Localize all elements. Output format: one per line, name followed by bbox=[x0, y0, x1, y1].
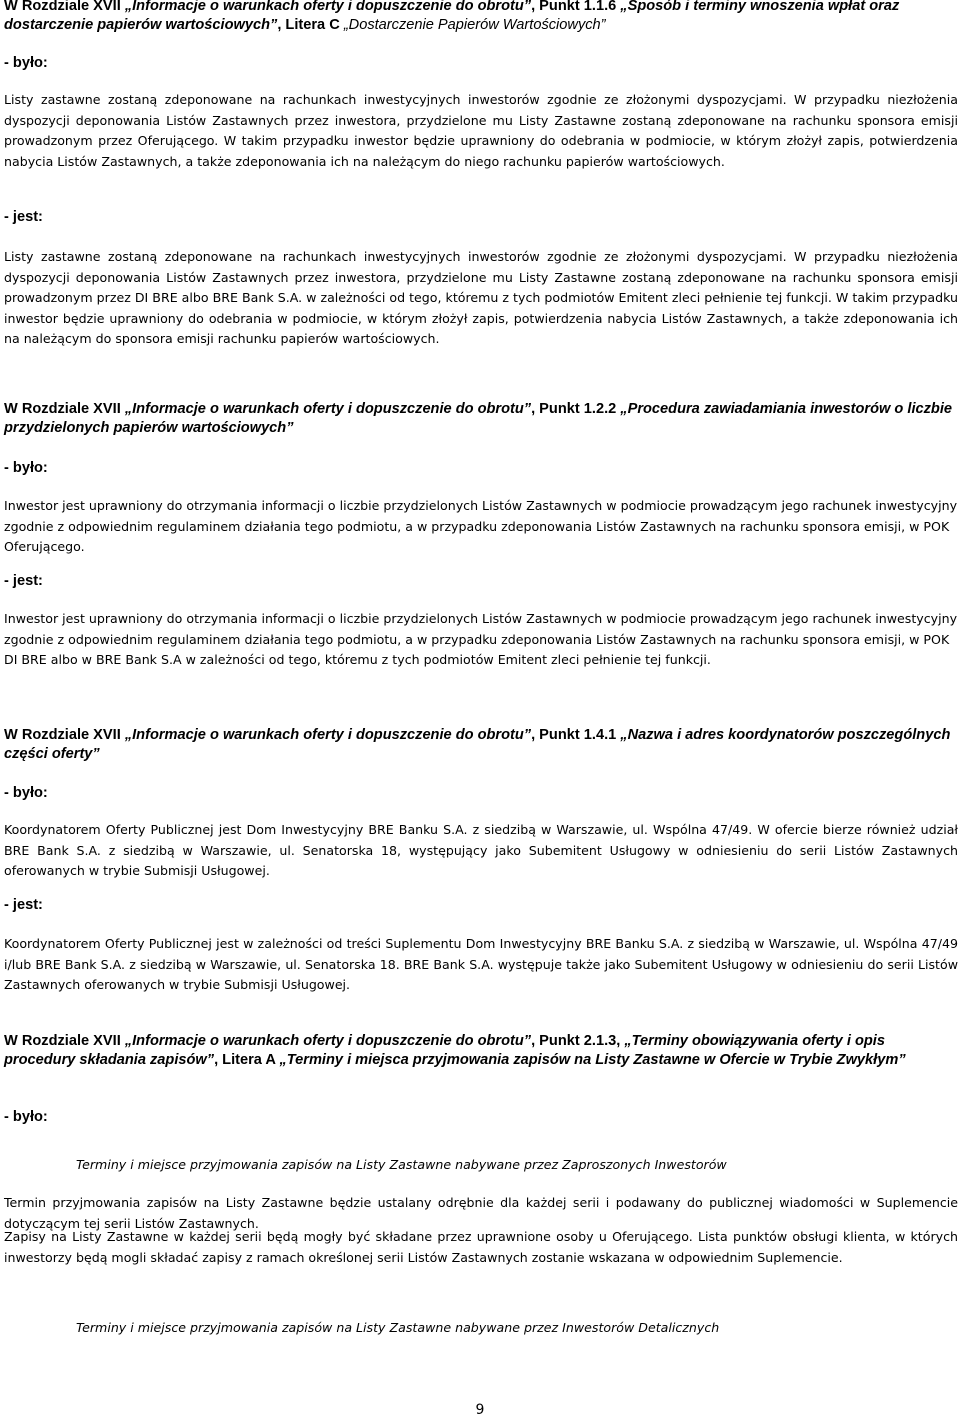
section1-bylo-text: Listy zastawne zostaną zdeponowane na rachunkach inwestycyjnych inwestorów zgodnie ze złożonymi dyspozycjami. W przypadku niezłożenia dyspozycji deponowania Listów Zastawnych przez inwestora, przydzielone mu Listy Zastawne zostaną zdeponowane na rachunku sponsora emisji prowadzonym przez Oferującego. W takim przypadku inwestor będzie uprawniony do odebrania w podmiocie, w którym złożył zapis, potwierdzenia nabycia Listów Zastawnych, a także zdeponowania ich na należącym do niego rachunku papierów wartościowych. bbox=[4, 92, 958, 169]
section4-para1: Termin przyjmowania zapisów na Listy Zastawne będzie ustalany odrębnie dla każdej serii i podawany do publicznej wiadomości w Suplemencie dotyczącym tej serii Listów Zastawnych. bbox=[4, 1195, 958, 1231]
section2-heading: W Rozdziale XVII „Informacje o warunkach oferty i dopuszczenie do obrotu”, Punkt 1.2.2 „Procedura zawiadamiania inwestorów o liczbie przydzielonych papierów wartościowych” bbox=[4, 401, 952, 436]
section3-bylo-label: - było: bbox=[4, 785, 48, 801]
section1-heading: W Rozdziale XVII „Informacje o warunkach oferty i dopuszczenie do obrotu”, Punkt 1.1.6 „Sposób i terminy wnoszenia wpłat oraz dostarczenie papierów wartościowych”, Litera C „Dostarczenie Papierów Wartościowych” bbox=[4, 0, 900, 33]
section1-jest-label: - jest: bbox=[4, 209, 43, 225]
section2-bylo-text: Inwestor jest uprawniony do otrzymania informacji o liczbie przydzielonych Listów Zastawnych w podmiocie prowadzącym jego rachunek inwestycyjny zgodnie z odpowiednim regulaminem działania tego podmiotu, a w przypadku zdeponowania Listów Zastawnych na rachunku sponsora emisji, w POK Oferującego. bbox=[4, 498, 958, 555]
section3-jest-label: - jest: bbox=[4, 897, 43, 913]
section4-para2: Zapisy na Listy Zastawne w każdej serii będą mogły być składane przez uprawnione osoby u Oferującego. Lista punktów obsługi klienta, w których inwestorzy będą mogli składać zapisy z ramach określonej serii Listów Zastawnych zostanie wskazana w odpowiednim Suplemencie. bbox=[4, 1229, 958, 1265]
section4-bylo-label: - było: bbox=[4, 1109, 48, 1125]
section1-bylo-label: - było: bbox=[4, 55, 48, 71]
section3-jest-text: Koordynatorem Oferty Publicznej jest w zależności od treści Suplementu Dom Inwestycyjny BRE Banku S.A. z siedzibą w Warszawie, ul. Wspólna 47/49 i/lub BRE Bank S.A. z siedzibą w Warszawie, ul. Senatorska 18. BRE Bank S.A. występuje także jako Subemitent Usługowy w odniesieniu do serii Listów Zastawnych oferowanych w trybie Submisji Usługowej. bbox=[4, 936, 958, 993]
section1-jest-text: Listy zastawne zostaną zdeponowane na rachunkach inwestycyjnych inwestorów zgodnie ze złożonymi dyspozycjami. W przypadku niezłożenia dyspozycji deponowania Listów Zastawnych przez inwestora, przydzielone mu Listy Zastawne zostaną zdeponowane na rachunku sponsora emisji prowadzonym przez DI BRE albo BRE Bank S.A. w zależności od tego, któremu z tych podmiotów Emitent zleci pełnienie tej funkcji. W takim przypadku inwestor będzie uprawniony do odebrania w podmiocie, w którym złożył zapis, potwierdzenia nabycia Listów Zastawnych, a także zdeponowania ich na należącym do sponsora emisji rachunku papierów wartościowych. bbox=[4, 249, 958, 347]
page-number: 9 bbox=[475, 1402, 485, 1418]
section4-heading: W Rozdziale XVII „Informacje o warunkach oferty i dopuszczenie do obrotu”, Punkt 2.1.3, „Terminy obowiązywania oferty i opis procedury składania zapisów”, Litera A „Terminy i miejsca przyjmowania zapisów na Listy Zastawne w Ofercie w Trybie Zwykłym” bbox=[4, 1033, 906, 1068]
section3-bylo-text: Koordynatorem Oferty Publicznej jest Dom Inwestycyjny BRE Banku S.A. z siedzibą w Warszawie, ul. Wspólna 47/49. W ofercie bierze również udział BRE Bank S.A. z siedzibą w Warszawie, ul. Senatorska 18, występujący jako Subemitent Usługowy w odniesieniu do serii Listów Zastawnych oferowanych w trybie Submisji Usługowej. bbox=[4, 822, 958, 879]
section4-subtitle1: Terminy i miejsce przyjmowania zapisów na Listy Zastawne nabywane przez Zaproszonych Inwestorów bbox=[76, 1157, 727, 1172]
section2-bylo-label: - było: bbox=[4, 460, 48, 476]
section2-jest-text: Inwestor jest uprawniony do otrzymania informacji o liczbie przydzielonych Listów Zastawnych w podmiocie prowadzącym jego rachunek inwestycyjny zgodnie z odpowiednim regulaminem działania tego podmiotu, a w przypadku zdeponowania Listów Zastawnych na rachunku sponsora emisji, w POK DI BRE albo w BRE Bank S.A w zależności od tego, któremu z tych podmiotów Emitent zleci pełnienie tej funkcji. bbox=[4, 611, 958, 668]
section3-heading: W Rozdziale XVII „Informacje o warunkach oferty i dopuszczenie do obrotu”, Punkt 1.4.1 „Nazwa i adres koordynatorów poszczególnych części oferty” bbox=[4, 727, 951, 762]
section4-subtitle2: Terminy i miejsce przyjmowania zapisów na Listy Zastawne nabywane przez Inwestorów Detalicznych bbox=[76, 1320, 720, 1335]
section2-jest-label: - jest: bbox=[4, 573, 43, 589]
